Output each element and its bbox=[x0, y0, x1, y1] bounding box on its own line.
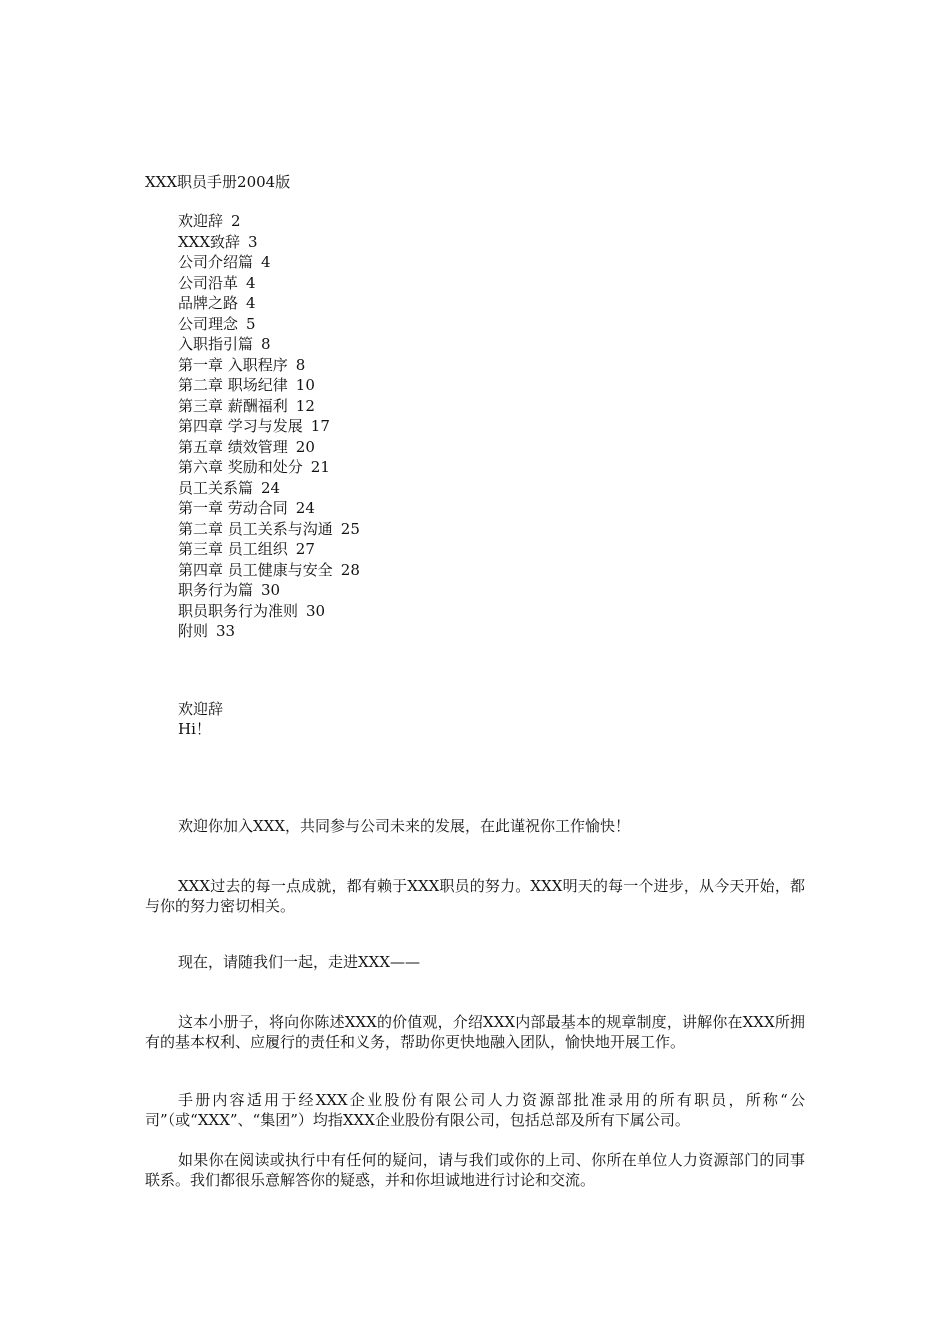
toc-item bbox=[178, 560, 360, 581]
toc-page: 4 bbox=[246, 294, 256, 312]
toc-item bbox=[178, 621, 360, 642]
toc-label: 第二章 职场纪律 bbox=[178, 376, 288, 394]
toc-page: 30 bbox=[306, 601, 326, 620]
toc-item bbox=[178, 232, 360, 253]
toc-label: 公司介绍篇 bbox=[178, 253, 254, 271]
toc-page: 12 bbox=[295, 396, 315, 415]
toc-item bbox=[178, 396, 360, 417]
toc-label: 员工关系篇 bbox=[178, 478, 254, 497]
toc-label: 公司沿革 bbox=[178, 273, 239, 292]
toc-label: 职务行为篇 bbox=[178, 581, 254, 599]
welcome-paragraph: XXX过去的每一点成就，都有赖于XXX职员的努力。XXX明天的每一个进步，从今天开始，都与你的努力密切相关。 bbox=[145, 877, 805, 915]
toc-label: 第六章 奖励和处分 bbox=[178, 458, 303, 476]
toc-page: 17 bbox=[310, 417, 330, 435]
toc-item bbox=[178, 580, 360, 601]
toc-label: 第四章 学习与发展 bbox=[178, 417, 303, 435]
welcome-heading: 欢迎辞 bbox=[178, 700, 224, 718]
toc-item bbox=[178, 498, 360, 519]
toc-page: 25 bbox=[340, 519, 360, 538]
toc-page: 4 bbox=[246, 273, 256, 292]
toc-item bbox=[178, 355, 360, 376]
toc-item bbox=[178, 375, 360, 396]
welcome-paragraph: 如果你在阅读或执行中有任何的疑问，请与我们或你的上司、你所在单位人力资源部门的同事联系。我们都很乐意解答你的疑惑，并和你坦诚地进行讨论和交流。 bbox=[145, 1151, 805, 1189]
toc-label: XXX致辞 bbox=[178, 232, 241, 251]
toc-item bbox=[178, 252, 360, 273]
toc-item bbox=[178, 334, 360, 355]
toc-label: 附则 bbox=[178, 622, 209, 640]
toc-item bbox=[178, 601, 360, 622]
welcome-paragraph: 手册内容适用于经XXX企业股份有限公司人力资源部批准录用的所有职员，所称“公司”（或“XXX”、“集团”）均指XXX企业股份有限公司，包括总部及所有下属公司。 bbox=[145, 1091, 805, 1129]
toc-page: 24 bbox=[261, 478, 281, 497]
toc-item bbox=[178, 539, 360, 560]
welcome-greeting: Hi！ bbox=[178, 720, 211, 738]
toc-item bbox=[178, 293, 360, 314]
toc-page: 27 bbox=[295, 540, 315, 558]
toc-label: 职员职务行为准则 bbox=[178, 601, 299, 620]
welcome-paragraph: 欢迎你加入XXX，共同参与公司未来的发展，在此谨祝你工作愉快！ bbox=[178, 817, 631, 835]
toc-label: 第一章 入职程序 bbox=[178, 355, 288, 374]
toc-page: 8 bbox=[295, 355, 306, 374]
toc-label: 第二章 员工关系与沟通 bbox=[178, 519, 333, 538]
toc-label: 欢迎辞 bbox=[178, 212, 224, 230]
toc-item bbox=[178, 273, 360, 294]
toc-label: 品牌之路 bbox=[178, 294, 239, 312]
toc-page: 28 bbox=[340, 560, 360, 579]
toc-page: 24 bbox=[295, 499, 315, 517]
toc-label: 公司理念 bbox=[178, 314, 239, 333]
toc-page: 5 bbox=[246, 314, 256, 333]
toc-label: 第三章 薪酬福利 bbox=[178, 396, 288, 415]
toc-item bbox=[178, 211, 360, 232]
toc-page: 33 bbox=[216, 622, 236, 640]
toc-item bbox=[178, 519, 360, 540]
toc-page: 20 bbox=[295, 437, 315, 456]
toc-page: 8 bbox=[261, 335, 271, 353]
toc-page: 3 bbox=[248, 232, 258, 251]
toc-page: 2 bbox=[231, 212, 241, 230]
toc-label: 第一章 劳动合同 bbox=[178, 499, 288, 517]
toc-label: 入职指引篇 bbox=[178, 335, 254, 353]
toc-item bbox=[178, 314, 360, 335]
welcome-paragraph: 这本小册子，将向你陈述XXX的价值观，介绍XXX内部最基本的规章制度，讲解你在XXX所拥有的基本权利、应履行的责任和义务，帮助你更快地融入团队，愉快地开展工作。 bbox=[145, 1013, 805, 1051]
toc-label: 第四章 员工健康与安全 bbox=[178, 560, 333, 579]
welcome-paragraph: 现在，请随我们一起，走进XXX—— bbox=[178, 953, 421, 971]
toc-item bbox=[178, 478, 360, 499]
toc-item bbox=[178, 437, 360, 458]
toc-item bbox=[178, 416, 360, 437]
table-of-contents bbox=[178, 211, 360, 642]
toc-item bbox=[178, 457, 360, 478]
toc-label: 第三章 员工组织 bbox=[178, 540, 288, 558]
toc-page: 30 bbox=[261, 581, 281, 599]
toc-page: 10 bbox=[295, 376, 315, 394]
toc-page: 21 bbox=[310, 458, 330, 476]
document-title: XXX职员手册2004版 bbox=[145, 173, 291, 191]
toc-page: 4 bbox=[261, 253, 271, 271]
toc-label: 第五章 绩效管理 bbox=[178, 437, 288, 456]
